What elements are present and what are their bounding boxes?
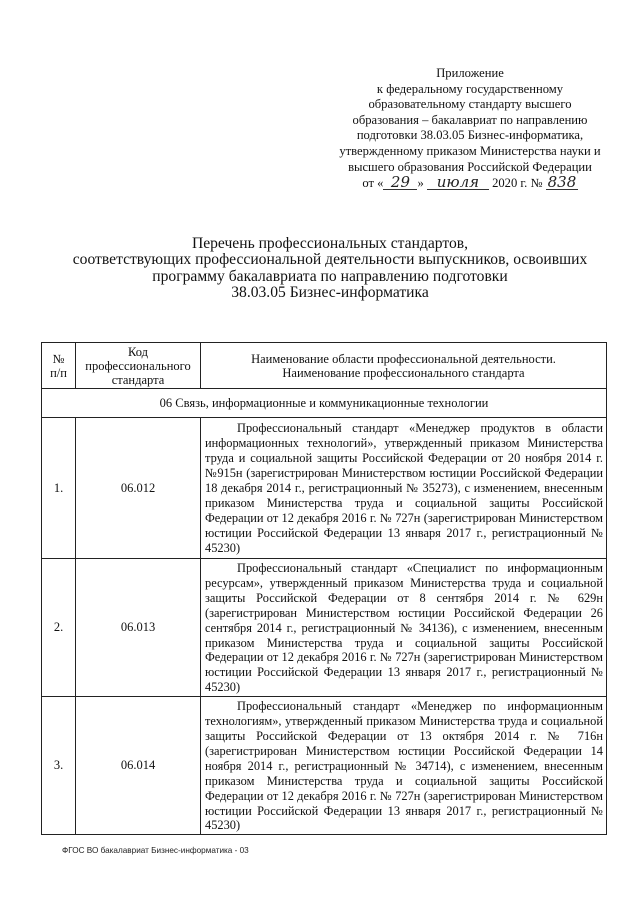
row-code: 06.014	[76, 697, 201, 835]
appendix-line: утвержденному приказом Министерства науки и	[339, 143, 601, 158]
page-footer: ФГОС ВО бакалавриат Бизнес-информатика - 03	[62, 846, 249, 855]
row-code: 06.013	[76, 559, 201, 697]
header-code-line: Код	[128, 344, 148, 359]
appendix-line: к федеральному государственному	[376, 81, 564, 96]
header-num-line: п/п	[50, 365, 67, 380]
header-name-line: Наименование области профессиональной деятельности.	[251, 351, 556, 366]
header-code-line: профессионального	[85, 358, 191, 373]
date-mid: »	[417, 176, 424, 191]
table-header-row	[42, 343, 607, 389]
table-row	[42, 418, 607, 559]
appendix-line: образовательному стандарту высшего	[368, 97, 572, 112]
row-description: Профессиональный стандарт «Менеджер продуктов в области информационных технологий», утвержденный приказом Министерства труда и социальной защиты Российской Федерации от 20 ноября 2014 г. №915н (зарегистрирован Министерством юстиции Российской Федерации 18 декабря 2014 г., регистрационный № 35273), с изменением, внесенным приказом Министерства труда и социальной защиты Российской Федерации от 12 декабря 2016 г. № 727н (зарегистрирован Министерством юстиции Российской Федерации 13 января 2017 г., регистрационный № 45230)	[201, 418, 607, 559]
appendix-header	[330, 66, 610, 192]
group-title: 06 Связь, информационные и коммуникационные технологии	[42, 389, 607, 418]
row-number: 1.	[42, 418, 76, 559]
handwritten-order-number: 838	[547, 173, 577, 192]
row-code: 06.012	[76, 418, 201, 559]
appendix-line: подготовки 38.03.05 Бизнес-информатика,	[356, 128, 584, 143]
date-prefix: от «	[362, 176, 384, 191]
group-row	[42, 389, 607, 418]
header-num	[42, 343, 76, 389]
appendix-line: высшего образования Российской Федерации	[348, 159, 592, 174]
row-description: Профессиональный стандарт «Менеджер по информационным технологиям», утвержденный приказом Министерства труда и социальной защиты Российской Федерации от 13 октября 2014 г. № 716н (зарегистрирован Министерством юстиции Российской Федерации 14 ноября 2014 г., регистрационный № 34714), с изменением, внесенным приказом Министерства труда и социальной защиты Российской Федерации от 12 декабря 2016 г. № 727н (зарегистрирован Министерством юстиции Российской Федерации 13 января 2017 г., регистрационный № 45230)	[201, 697, 607, 835]
title-line: программу бакалавриата по направлению подготовки	[152, 267, 508, 285]
table-row	[42, 697, 607, 835]
title-line: Перечень профессиональных стандартов,	[191, 235, 469, 252]
header-code	[76, 343, 201, 389]
header-code-line: стандарта	[111, 372, 165, 387]
row-number: 3.	[42, 697, 76, 835]
header-name-line: Наименование профессионального стандарта	[282, 365, 525, 380]
appendix-label: Приложение	[436, 66, 504, 80]
table-row	[42, 559, 607, 697]
row-description: Профессиональный стандарт «Специалист по информационным ресурсам», утвержденный приказом Министерства труда и социальной защиты Российской Федерации от 8 сентября 2014 г. № 629н (зарегистрирован Министерством юстиции Российской Федерации 26 сентября 2014 г., регистрационный № 34136), с изменением, внесенным приказом Министерства труда и социальной защиты Российской Федерации от 12 декабря 2016 г. № 727н (зарегистрирован Министерством юстиции Российской Федерации 13 января 2017 г., регистрационный № 45230)	[201, 559, 607, 697]
handwritten-day: 29	[383, 175, 417, 190]
header-num-line: №	[52, 351, 65, 366]
row-number: 2.	[42, 559, 76, 697]
standards-table	[41, 342, 607, 835]
header-name	[201, 343, 607, 389]
handwritten-month: июля	[427, 175, 489, 190]
appendix-line: образования – бакалавриат по направлению	[352, 112, 588, 127]
document-title	[40, 236, 620, 302]
date-year: 2020 г. №	[492, 176, 543, 191]
order-date-line	[330, 175, 610, 192]
title-line: 38.03.05 Бизнес-информатика	[231, 284, 429, 302]
title-line: соответствующих профессиональной деятельности выпускников, освоивших	[72, 251, 588, 269]
